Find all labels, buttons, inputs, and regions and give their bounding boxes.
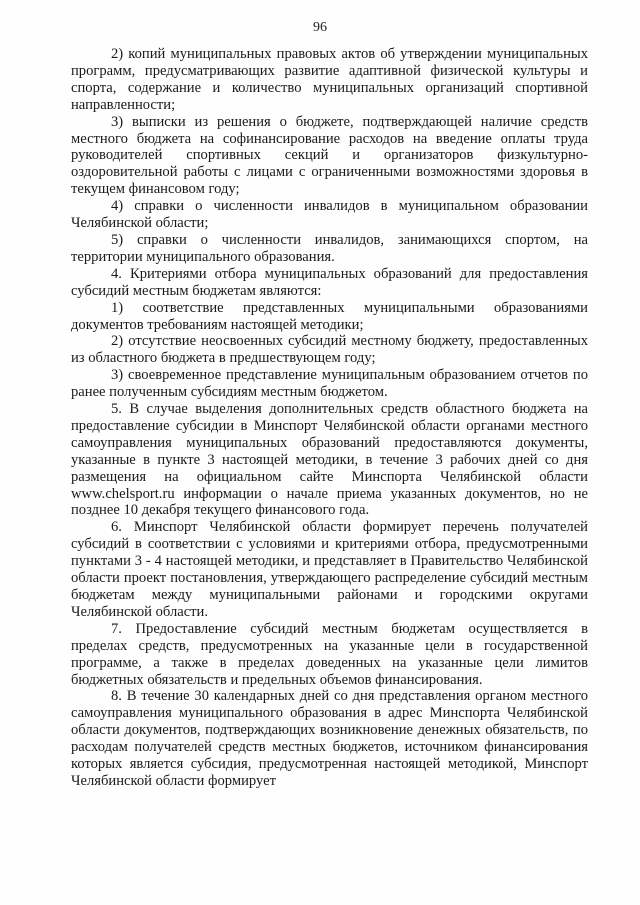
paragraph-section-7: 7. Предоставление субсидий местным бюджетам осуществляется в пределах средств, предусмотренных на указанные цели в государственной программе, а также в пределах доведенных на указанные цели лимитов бюджетных обязательств и предельных объемов финансирования. xyxy=(71,620,588,688)
paragraph-criterion-2: 2) отсутствие неосвоенных субсидий местному бюджету, предоставленных из областного бюджета в предшествующем году; xyxy=(71,333,588,367)
paragraph-section-8: 8. В течение 30 календарных дней со дня представления органом местного самоуправления муниципального образования в адрес Минспорта Челябинской области документов, подтверждающих возникновение денежных обязательств, по расходам получателей средств местных бюджетов, источником финансирования которых является субсидия, предусмотренная настоящей методикой, Минспорт Челябинской области формирует xyxy=(71,688,588,789)
page-number: 96 xyxy=(313,20,327,35)
document-body xyxy=(71,46,588,790)
paragraph-section-5: 5. В случае выделения дополнительных средств областного бюджета на предоставление субсидии в Минспорт Челябинской области органами местного самоуправления муниципальных образований предоставляются документы, указанные в пункте 3 настоящей методики, в течение 3 рабочих дней со дня размещения на официальном сайте Минспорта Челябинской области www.chelsport.ru информации о начале приема указанных документов, но не позднее 10 декабря текущего финансового года. xyxy=(71,401,588,519)
paragraph-section-6: 6. Минспорт Челябинской области формирует перечень получателей субсидий в соответствии с условиями и критериями отбора, предусмотренными пунктами 3 - 4 настоящей методики, и представляет в Правительство Челябинской области проект постановления, утверждающего распределение субсидий местным бюджетам между муниципальными районами и городскими округами Челябинской области. xyxy=(71,519,588,620)
paragraph-item-2-copies: 2) копий муниципальных правовых актов об утверждении муниципальных программ, предусматривающих развитие адаптивной физической культуры и спорта, содержание и количество муниципальных организаций спортивной направленности; xyxy=(71,46,588,113)
paragraph-criterion-1: 1) соответствие представленных муниципальными образованиями документов требованиям настоящей методики; xyxy=(71,299,588,333)
paragraph-item-3-budget-extract: 3) выписки из решения о бюджете, подтверждающей наличие средств местного бюджета на софинансирование расходов на введение оплаты труда руководителей спортивных секций и организаторов физкультурно-оздоровительной работы с лицами с ограниченными возможностями здоровья в текущем финансовом году; xyxy=(71,113,588,198)
paragraph-item-5-disabled-sports: 5) справки о численности инвалидов, занимающихся спортом, на территории муниципального образования. xyxy=(71,231,588,265)
paragraph-section-4-criteria: 4. Критериями отбора муниципальных образований для предоставления субсидий местным бюджетам являются: xyxy=(71,265,588,299)
paragraph-criterion-3: 3) своевременное представление муниципальным образованием отчетов по ранее полученным субсидиям местным бюджетом. xyxy=(71,367,588,401)
paragraph-item-4-disabled-count: 4) справки о численности инвалидов в муниципальном образовании Челябинской области; xyxy=(71,198,588,232)
